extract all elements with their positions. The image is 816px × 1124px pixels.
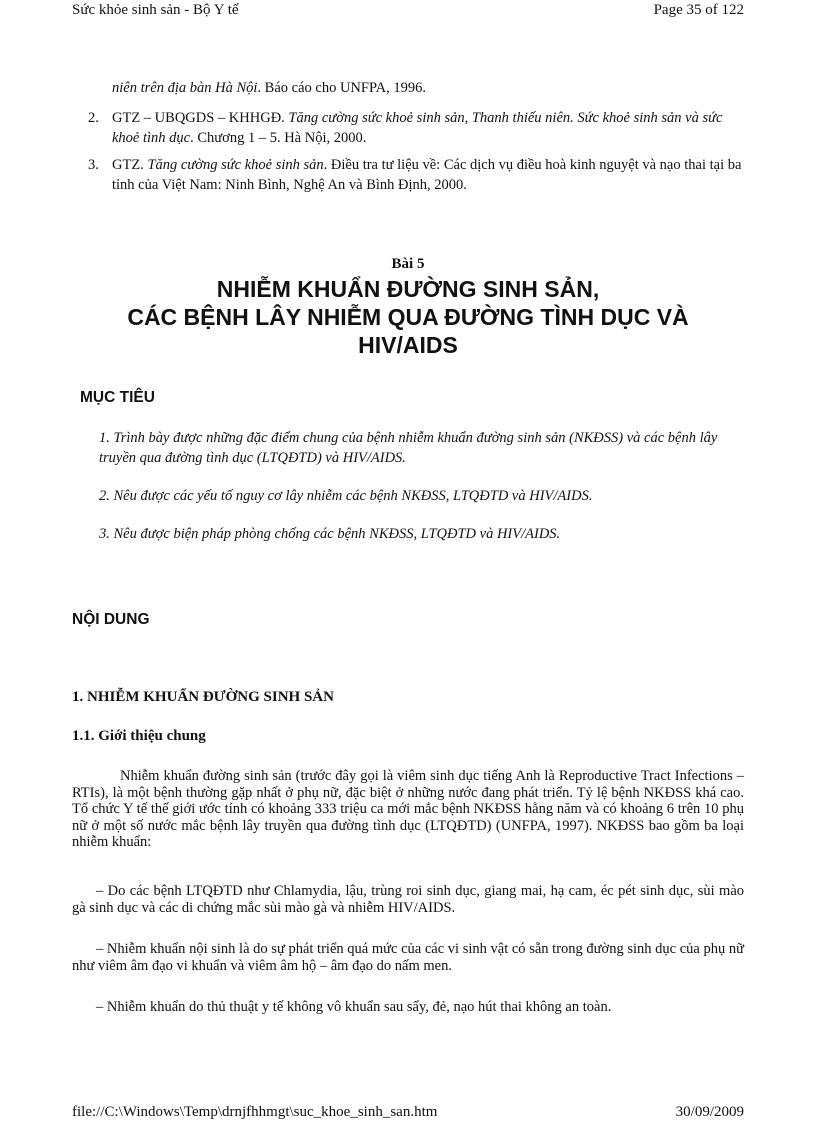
objective-item: 2. Nêu được các yếu tố nguy cơ lây nhiễm các bệnh NKĐSS, LTQĐTD và HIV/AIDS.: [99, 488, 593, 504]
section-heading: 1. NHIỄM KHUẨN ĐƯỜNG SINH SẢN: [72, 689, 334, 705]
reference-author: GTZ.: [112, 157, 148, 173]
header-title: Sức khỏe sinh sản - Bộ Y tế: [72, 2, 239, 18]
objective-item: 3. Nêu được biện pháp phòng chống các bệnh NKĐSS, LTQĐTD và HIV/AIDS.: [99, 526, 561, 542]
reference-item-3: [88, 155, 746, 195]
list-paragraph: – Nhiễm khuẩn do thủ thuật y tế không vô khuẩn sau sẩy, đẻ, nạo hút thai không an toàn.: [96, 999, 612, 1015]
page-header: [72, 2, 744, 24]
lesson-title-line: HIV/AIDS: [358, 332, 458, 358]
subsection-heading: 1.1. Giới thiệu chung: [72, 728, 206, 744]
file-path: file://C:\Windows\Temp\drnjfhhmgt\suc_khoe_sinh_san.htm: [72, 1104, 438, 1120]
reference-author: GTZ – UBQGDS – KHHGĐ.: [112, 110, 289, 126]
objectives-heading: MỤC TIÊU: [80, 389, 155, 406]
lesson-label: Bài 5: [391, 256, 425, 272]
reference-rest: . Điều tra tư liệu về: Các dịch vụ điều hoà kinh nguyệt và nạo thai tại ba tỉnh của Việt Nam: Ninh Bình, Nghệ An và Bình Định, 2000.: [112, 157, 742, 193]
lesson-title: [60, 275, 756, 359]
reference-number: 3.: [88, 157, 99, 173]
reference-title: Tăng cường sức khoẻ sinh sản, Thanh thiếu niên. Sức khoẻ sinh sản và sức khoẻ tình dục: [112, 110, 723, 146]
reference-continuation: niên trên địa bàn Hà Nội. Báo cáo cho UNFPA, 1996.: [112, 80, 427, 96]
objective-item: 1. Trình bày được những đặc điểm chung của bệnh nhiễm khuẩn đường sinh sản (NKĐSS) và các bệnh lây truyền qua đường tình dục (LTQĐTD) và HIV/AIDS.: [99, 430, 718, 466]
lesson-title-line: NHIỄM KHUẨN ĐƯỜNG SINH SẢN,: [216, 276, 600, 302]
list-paragraph: – Do các bệnh LTQĐTD như Chlamydia, lậu, trùng roi sinh dục, giang mai, hạ cam, éc pét sinh dục, sùi mào gà sinh dục và các di chứng mắc sùi mào gà và nhiễm HIV/AIDS.: [72, 883, 744, 916]
reference-number: 2.: [88, 110, 99, 126]
page-footer: [72, 1104, 744, 1124]
content-heading: NỘI DUNG: [72, 611, 150, 628]
print-date: 30/09/2009: [675, 1104, 744, 1120]
reference-item-2: [88, 108, 746, 148]
list-paragraph: – Nhiễm khuẩn nội sinh là do sự phát triển quá mức của các vi sinh vật có sẵn trong đường sinh dục của phụ nữ như viêm âm đạo vi khuẩn và viêm âm hộ – âm đạo do nấm men.: [72, 941, 744, 974]
lesson-title-line: CÁC BỆNH LÂY NHIỄM QUA ĐƯỜNG TÌNH DỤC VÀ: [127, 304, 689, 330]
body-paragraph: Nhiễm khuẩn đường sinh sản (trước đây gọi là viêm sinh dục tiếng Anh là Reproductive Tract Infections – RTIs), là một bệnh thường gặp nhất ở phụ nữ, đặc biệt ở những nước đang phát triển. Tỷ lệ bệnh NKĐSS khá cao. Tổ chức Y tế thế giới ước tính có khoảng 333 triệu ca mới mắc bệnh NKĐSS hằng năm và có khoảng 6 trên 10 phụ nữ ở một số nước mắc bệnh lây truyền qua đường tình dục (LTQĐTD) (UNFPA, 1997). NKĐSS bao gồm ba loại nhiễm khuẩn:: [72, 768, 744, 850]
reference-title: Tăng cường sức khoẻ sinh sản: [147, 157, 324, 173]
reference-rest: . Chương 1 – 5. Hà Nội, 2000.: [190, 130, 367, 146]
page-number: Page 35 of 122: [653, 2, 744, 18]
